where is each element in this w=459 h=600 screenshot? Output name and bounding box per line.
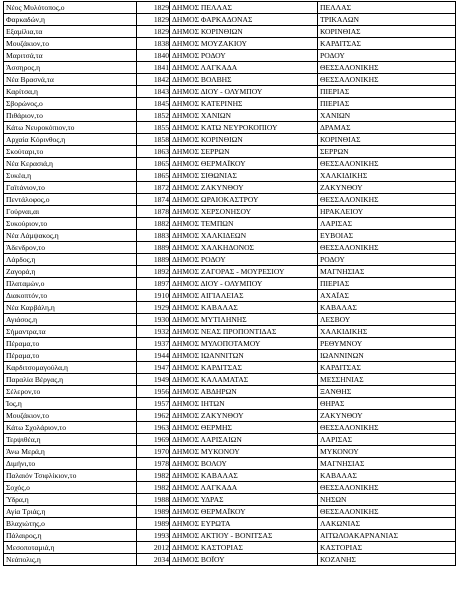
municipality-cell: ΔΗΜΟΣ ΖΑΚΥΝΘΟΥ (170, 182, 318, 194)
municipality-cell: ΔΗΜΟΣ ΒΟΛΒΗΣ (170, 74, 318, 86)
settlement-name-cell: Σήμαντρα,τα (4, 326, 137, 338)
prefecture-cell: ΜΕΣΣΗΝΙΑΣ (318, 374, 456, 386)
prefecture-cell: ΚΑΒΑΛΑΣ (318, 470, 456, 482)
settlement-name-cell: Σοχός,ο (4, 482, 137, 494)
table-row (4, 98, 456, 110)
municipality-cell: ΔΗΜΟΣ ΚΟΡΙΝΘΙΩΝ (170, 26, 318, 38)
prefecture-cell: ΜΥΚΟΝΟΥ (318, 446, 456, 458)
code-cell: 1937 (137, 338, 170, 350)
code-cell: 1842 (137, 74, 170, 86)
code-cell: 1872 (137, 182, 170, 194)
table-row (4, 50, 456, 62)
municipality-cell: ΔΗΜΟΣ ΘΕΡΜΑΪΚΟΥ (170, 158, 318, 170)
code-cell: 1989 (137, 518, 170, 530)
code-cell: 1982 (137, 470, 170, 482)
code-cell: 1932 (137, 326, 170, 338)
table-row (4, 482, 456, 494)
settlement-name-cell: Συκούριον,το (4, 218, 137, 230)
code-cell: 1838 (137, 38, 170, 50)
prefecture-cell: ΖΑΚΥΝΘΟΥ (318, 410, 456, 422)
prefecture-cell: ΑΧΑΪΑΣ (318, 290, 456, 302)
municipality-cell: ΔΗΜΟΣ ΠΕΛΛΑΣ (170, 2, 318, 14)
code-cell: 1929 (137, 302, 170, 314)
settlement-name-cell: Βλαχιώτης,ο (4, 518, 137, 530)
code-cell: 1963 (137, 422, 170, 434)
table-row (4, 278, 456, 290)
code-cell: 2034 (137, 554, 170, 566)
table-row (4, 494, 456, 506)
code-cell: 1969 (137, 434, 170, 446)
prefecture-cell: ΠΙΕΡΙΑΣ (318, 278, 456, 290)
settlement-name-cell: Συκέα,η (4, 170, 137, 182)
settlement-name-cell: Τερψιθέα,η (4, 434, 137, 446)
table-row (4, 86, 456, 98)
code-cell: 1989 (137, 506, 170, 518)
settlement-name-cell: Πιθάριον,το (4, 110, 137, 122)
prefecture-cell: ΔΡΑΜΑΣ (318, 122, 456, 134)
prefecture-cell: ΘΕΣΣΑΛΟΝΙΚΗΣ (318, 194, 456, 206)
table-row (4, 14, 456, 26)
municipality-cell: ΔΗΜΟΣ ΡΟΔΟΥ (170, 254, 318, 266)
code-cell: 1988 (137, 494, 170, 506)
municipality-cell: ΔΗΜΟΣ ΛΑΓΚΑΔΑ (170, 482, 318, 494)
settlement-name-cell: Σκούταρι,το (4, 146, 137, 158)
settlement-name-cell: Νέα Λάμψακος,η (4, 230, 137, 242)
table-row (4, 542, 456, 554)
code-cell: 1897 (137, 278, 170, 290)
municipality-cell: ΔΗΜΟΣ ΦΑΡΚΑΔΟΝΑΣ (170, 14, 318, 26)
code-cell: 1874 (137, 194, 170, 206)
code-cell: 1878 (137, 206, 170, 218)
municipality-cell: ΔΗΜΟΣ ΚΑΒΑΛΑΣ (170, 470, 318, 482)
table-row (4, 158, 456, 170)
prefecture-cell: ΡΕΘΥΜΝΟΥ (318, 338, 456, 350)
table-row (4, 134, 456, 146)
code-cell: 1829 (137, 14, 170, 26)
settlement-name-cell: Νέα Καρβάλη,η (4, 302, 137, 314)
code-cell: 1982 (137, 482, 170, 494)
code-cell: 1957 (137, 398, 170, 410)
settlement-name-cell: Σβορώνος,ο (4, 98, 137, 110)
table-row (4, 26, 456, 38)
municipality-cell: ΔΗΜΟΣ ΖΑΓΟΡΑΣ - ΜΟΥΡΕΣΙΟΥ (170, 266, 318, 278)
table-row (4, 38, 456, 50)
municipality-cell: ΔΗΜΟΣ ΚΑΒΑΛΑΣ (170, 302, 318, 314)
prefecture-cell: ΘΗΡΑΣ (318, 398, 456, 410)
table-row (4, 446, 456, 458)
prefecture-cell: ΛΕΣΒΟΥ (318, 314, 456, 326)
code-cell: 1978 (137, 458, 170, 470)
code-cell: 1956 (137, 386, 170, 398)
table-row (4, 530, 456, 542)
municipality-cell: ΔΗΜΟΣ ΔΙΟΥ - ΟΛΥΜΠΟΥ (170, 86, 318, 98)
table-row (4, 458, 456, 470)
settlement-name-cell: Παλαιόν Τσιφλίκιον,το (4, 470, 137, 482)
prefecture-cell: ΘΕΣΣΑΛΟΝΙΚΗΣ (318, 62, 456, 74)
municipality-cell: ΔΗΜΟΣ ΚΑΤΩ ΝΕΥΡΟΚΟΠΙΟΥ (170, 122, 318, 134)
table-row (4, 434, 456, 446)
municipality-cell: ΔΗΜΟΣ ΖΑΚΥΝΘΟΥ (170, 410, 318, 422)
table-row (4, 290, 456, 302)
prefecture-cell: ΝΗΣΩΝ (318, 494, 456, 506)
settlement-name-cell: Καρδιτσομαγούλα,η (4, 362, 137, 374)
prefecture-cell: ΧΑΛΚΙΔΙΚΗΣ (318, 326, 456, 338)
prefecture-cell: ΚΑΡΔΙΤΣΑΣ (318, 362, 456, 374)
settlement-name-cell: Νέος Μυλότοπος,ο (4, 2, 137, 14)
settlement-name-cell: Νεάπολις,η (4, 554, 137, 566)
municipality-cell: ΔΗΜΟΣ ΘΕΡΜΑΪΚΟΥ (170, 506, 318, 518)
code-cell: 2012 (137, 542, 170, 554)
settlement-name-cell: Διμήνι,το (4, 458, 137, 470)
code-cell: 1863 (137, 146, 170, 158)
table-row (4, 350, 456, 362)
code-cell: 1841 (137, 62, 170, 74)
table-row (4, 362, 456, 374)
municipality-cell: ΔΗΜΟΣ ΚΑΣΤΟΡΙΑΣ (170, 542, 318, 554)
settlement-name-cell: Μουζάκιον,το (4, 410, 137, 422)
table-row (4, 374, 456, 386)
prefecture-cell: ΚΟΡΙΝΘΙΑΣ (318, 134, 456, 146)
municipality-cell: ΔΗΜΟΣ ΜΥΤΙΛΗΝΗΣ (170, 314, 318, 326)
municipality-cell: ΔΗΜΟΣ ΜΟΥΖΑΚΙΟΥ (170, 38, 318, 50)
settlement-name-cell: Σέλερον,το (4, 386, 137, 398)
table-row (4, 410, 456, 422)
prefecture-cell: ΘΕΣΣΑΛΟΝΙΚΗΣ (318, 482, 456, 494)
settlement-name-cell: Πάλαιρος,η (4, 530, 137, 542)
municipality-cell: ΔΗΜΟΣ ΧΑΛΚΙΔΕΩΝ (170, 230, 318, 242)
municipality-cell: ΔΗΜΟΣ ΜΥΚΟΝΟΥ (170, 446, 318, 458)
code-cell: 1889 (137, 242, 170, 254)
prefecture-cell: ΚΑΡΔΙΤΣΑΣ (318, 38, 456, 50)
settlement-name-cell: Ζαγορά,η (4, 266, 137, 278)
code-cell: 1883 (137, 230, 170, 242)
table-row (4, 62, 456, 74)
prefecture-cell: ΛΑΚΩΝΙΑΣ (318, 518, 456, 530)
municipality-cell: ΔΗΜΟΣ ΛΑΡΙΣΑΙΩΝ (170, 434, 318, 446)
settlement-name-cell: Εξαμίλια,τα (4, 26, 137, 38)
prefecture-cell: ΤΡΙΚΑΛΩΝ (318, 14, 456, 26)
prefecture-cell: ΠΙΕΡΙΑΣ (318, 86, 456, 98)
code-cell: 1865 (137, 170, 170, 182)
municipality-cell: ΔΗΜΟΣ ΜΥΛΟΠΟΤΑΜΟΥ (170, 338, 318, 350)
table-body (4, 2, 456, 566)
prefecture-cell: ΘΕΣΣΑΛΟΝΙΚΗΣ (318, 242, 456, 254)
table-row (4, 74, 456, 86)
code-cell: 1852 (137, 110, 170, 122)
code-cell: 1910 (137, 290, 170, 302)
code-cell: 1858 (137, 134, 170, 146)
code-cell: 1829 (137, 2, 170, 14)
code-cell: 1949 (137, 374, 170, 386)
settlement-name-cell: Άσσηρος,η (4, 62, 137, 74)
table-row (4, 218, 456, 230)
municipality-cell: ΔΗΜΟΣ ΚΑΡΔΙΤΣΑΣ (170, 362, 318, 374)
table-row (4, 554, 456, 566)
prefecture-cell: ΧΑΝΙΩΝ (318, 110, 456, 122)
prefecture-cell: ΧΑΛΚΙΔΙΚΗΣ (318, 170, 456, 182)
municipality-cell: ΔΗΜΟΣ ΚΟΡΙΝΘΙΩΝ (170, 134, 318, 146)
table-row (4, 518, 456, 530)
municipality-cell: ΔΗΜΟΣ ΤΕΜΠΩΝ (170, 218, 318, 230)
table-row (4, 506, 456, 518)
prefecture-cell: ΠΕΛΛΑΣ (318, 2, 456, 14)
table-row (4, 230, 456, 242)
settlement-name-cell: Φαρκαδών,η (4, 14, 137, 26)
municipality-cell: ΔΗΜΟΣ ΣΕΡΡΩΝ (170, 146, 318, 158)
table-row (4, 194, 456, 206)
settlement-name-cell: Αρχαία Κόρινθος,η (4, 134, 137, 146)
prefecture-cell: ΘΕΣΣΑΛΟΝΙΚΗΣ (318, 74, 456, 86)
prefecture-cell: ΛΑΡΙΣΑΣ (318, 218, 456, 230)
code-cell: 1843 (137, 86, 170, 98)
prefecture-cell: ΠΙΕΡΙΑΣ (318, 98, 456, 110)
table-row (4, 146, 456, 158)
prefecture-cell: ΚΑΣΤΟΡΙΑΣ (318, 542, 456, 554)
municipality-cell: ΔΗΜΟΣ ΧΑΛΚΗΔΟΝΟΣ (170, 242, 318, 254)
table-row (4, 386, 456, 398)
prefecture-cell: ΗΡΑΚΛΕΙΟΥ (318, 206, 456, 218)
municipality-cell: ΔΗΜΟΣ ΒΟΪΟΥ (170, 554, 318, 566)
settlement-name-cell: Νέα Κερασιά,η (4, 158, 137, 170)
table-row (4, 266, 456, 278)
municipality-cell: ΔΗΜΟΣ ΘΕΡΜΗΣ (170, 422, 318, 434)
table-row (4, 470, 456, 482)
settlement-name-cell: Διακοπτόν,το (4, 290, 137, 302)
settlement-name-cell: Λάρδος,η (4, 254, 137, 266)
settlement-name-cell: Μουζάκιον,το (4, 38, 137, 50)
prefecture-cell: ΜΑΓΝΗΣΙΑΣ (318, 458, 456, 470)
settlement-name-cell: Πεντάλοφος,ο (4, 194, 137, 206)
table-row (4, 2, 456, 14)
prefecture-cell: ΚΟΡΙΝΘΙΑΣ (318, 26, 456, 38)
code-cell: 1840 (137, 50, 170, 62)
settlement-name-cell: Κάτω Σχολάριον,το (4, 422, 137, 434)
prefecture-cell: ΜΑΓΝΗΣΙΑΣ (318, 266, 456, 278)
prefecture-cell: ΞΑΝΘΗΣ (318, 386, 456, 398)
table-row (4, 302, 456, 314)
table-row (4, 110, 456, 122)
prefecture-cell: ΚΑΒΑΛΑΣ (318, 302, 456, 314)
settlement-name-cell: Μαριτσά,τα (4, 50, 137, 62)
prefecture-cell: ΑΙΤΩΛΟΑΚΑΡΝΑΝΙΑΣ (318, 530, 456, 542)
municipality-cell: ΔΗΜΟΣ ΝΕΑΣ ΠΡΟΠΟΝΤΙΔΑΣ (170, 326, 318, 338)
settlement-name-cell: Νέα Βρασνά,τα (4, 74, 137, 86)
municipality-cell: ΔΗΜΟΣ ΔΙΟΥ - ΟΛΥΜΠΟΥ (170, 278, 318, 290)
settlement-name-cell: Γαϊτάνιον,το (4, 182, 137, 194)
municipality-cell: ΔΗΜΟΣ ΑΚΤΙΟΥ - ΒΟΝΙΤΣΑΣ (170, 530, 318, 542)
code-cell: 1970 (137, 446, 170, 458)
municipality-cell: ΔΗΜΟΣ ΙΩΑΝΝΙΤΩΝ (170, 350, 318, 362)
code-cell: 1993 (137, 530, 170, 542)
municipality-cell: ΔΗΜΟΣ ΩΡΑΙΟΚΑΣΤΡΟΥ (170, 194, 318, 206)
settlement-name-cell: Μεσοποταμιά,η (4, 542, 137, 554)
settlement-name-cell: Πέραμα,το (4, 350, 137, 362)
code-cell: 1944 (137, 350, 170, 362)
prefecture-cell: ΘΕΣΣΑΛΟΝΙΚΗΣ (318, 506, 456, 518)
code-cell: 1882 (137, 218, 170, 230)
prefecture-cell: ΙΩΑΝΝΙΝΩΝ (318, 350, 456, 362)
table-row (4, 242, 456, 254)
code-cell: 1845 (137, 98, 170, 110)
municipality-cell: ΔΗΜΟΣ ΙΗΤΩΝ (170, 398, 318, 410)
code-cell: 1947 (137, 362, 170, 374)
table-row (4, 338, 456, 350)
settlement-name-cell: Ίος,η (4, 398, 137, 410)
prefecture-cell: ΕΥΒΟΙΑΣ (318, 230, 456, 242)
municipality-cell: ΔΗΜΟΣ ΑΙΓΙΑΛΕΙΑΣ (170, 290, 318, 302)
municipality-cell: ΔΗΜΟΣ ΥΔΡΑΣ (170, 494, 318, 506)
table-row (4, 398, 456, 410)
prefecture-cell: ΖΑΚΥΝΘΟΥ (318, 182, 456, 194)
settlement-name-cell: Πέραμα,το (4, 338, 137, 350)
municipality-cell: ΔΗΜΟΣ ΧΑΝΙΩΝ (170, 110, 318, 122)
prefecture-cell: ΣΕΡΡΩΝ (318, 146, 456, 158)
table-row (4, 314, 456, 326)
table-row (4, 326, 456, 338)
code-cell: 1865 (137, 158, 170, 170)
settlements-table (3, 1, 456, 566)
table-row (4, 254, 456, 266)
prefecture-cell: ΘΕΣΣΑΛΟΝΙΚΗΣ (318, 422, 456, 434)
code-cell: 1962 (137, 410, 170, 422)
settlement-name-cell: Παραλία Βέργας,η (4, 374, 137, 386)
municipality-cell: ΔΗΜΟΣ ΒΟΛΟΥ (170, 458, 318, 470)
code-cell: 1855 (137, 122, 170, 134)
code-cell: 1930 (137, 314, 170, 326)
code-cell: 1892 (137, 266, 170, 278)
table-row (4, 122, 456, 134)
settlement-name-cell: Άδενδρον,το (4, 242, 137, 254)
settlement-name-cell: Κάτω Νευροκόπιον,το (4, 122, 137, 134)
municipality-cell: ΔΗΜΟΣ ΣΙΘΩΝΙΑΣ (170, 170, 318, 182)
settlement-name-cell: Άνω Μερά,η (4, 446, 137, 458)
table-row (4, 422, 456, 434)
settlement-name-cell: Καρίτσα,η (4, 86, 137, 98)
municipality-cell: ΔΗΜΟΣ ΚΑΤΕΡΙΝΗΣ (170, 98, 318, 110)
prefecture-cell: ΡΟΔΟΥ (318, 50, 456, 62)
code-cell: 1829 (137, 26, 170, 38)
municipality-cell: ΔΗΜΟΣ ΛΑΓΚΑΔΑ (170, 62, 318, 74)
prefecture-cell: ΛΑΡΙΣΑΣ (318, 434, 456, 446)
municipality-cell: ΔΗΜΟΣ ΚΑΛΑΜΑΤΑΣ (170, 374, 318, 386)
municipality-cell: ΔΗΜΟΣ ΧΕΡΣΟΝΗΣΟΥ (170, 206, 318, 218)
table-row (4, 182, 456, 194)
settlement-name-cell: Αγιάσος,η (4, 314, 137, 326)
settlement-name-cell: Ύδρα,η (4, 494, 137, 506)
municipality-cell: ΔΗΜΟΣ ΕΥΡΩΤΑ (170, 518, 318, 530)
table-row (4, 170, 456, 182)
code-cell: 1889 (137, 254, 170, 266)
municipality-cell: ΔΗΜΟΣ ΑΒΔΗΡΩΝ (170, 386, 318, 398)
prefecture-cell: ΚΟΖΑΝΗΣ (318, 554, 456, 566)
settlement-name-cell: Γούρναι,αι (4, 206, 137, 218)
prefecture-cell: ΘΕΣΣΑΛΟΝΙΚΗΣ (318, 158, 456, 170)
settlement-name-cell: Αγία Τριάς,η (4, 506, 137, 518)
table-row (4, 206, 456, 218)
settlement-name-cell: Πλαταμών,ο (4, 278, 137, 290)
municipality-cell: ΔΗΜΟΣ ΡΟΔΟΥ (170, 50, 318, 62)
prefecture-cell: ΡΟΔΟΥ (318, 254, 456, 266)
